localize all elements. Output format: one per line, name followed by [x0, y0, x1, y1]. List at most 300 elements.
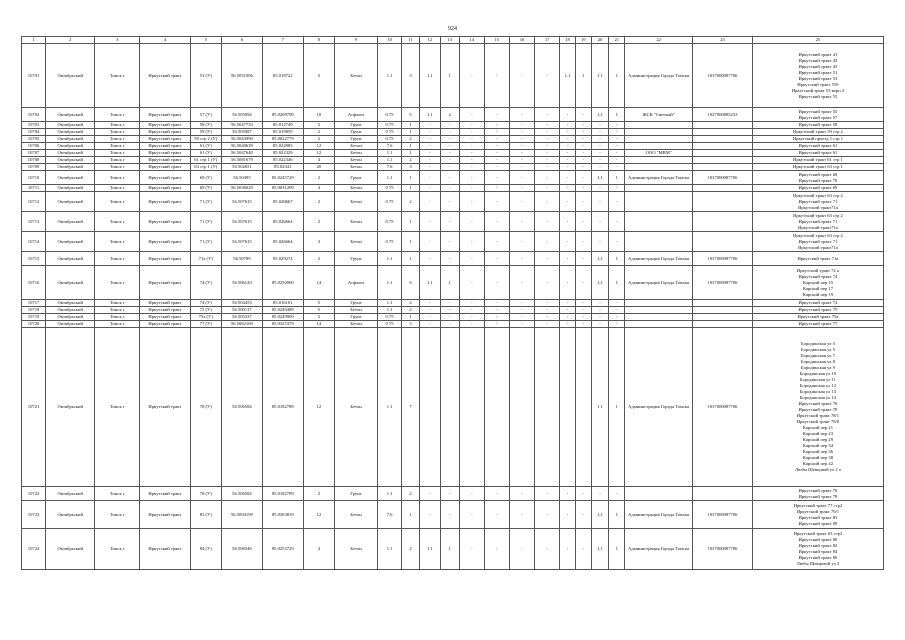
addresses-cell [752, 252, 883, 266]
table-cell: - [419, 185, 440, 192]
table-cell: - [509, 136, 534, 143]
table-cell: 0.75 [378, 314, 402, 321]
table-cell: Асфальт [335, 108, 378, 122]
table-cell: 58 (У) [190, 122, 221, 129]
table-cell: - [535, 122, 560, 129]
table-cell: - [560, 252, 576, 266]
table-cell: Томск г [95, 122, 140, 129]
table-cell: Иркутский тракт [140, 108, 190, 122]
table-cell: - [560, 157, 576, 164]
table-cell: 85.0250000 [262, 266, 303, 300]
table-cell: 1037000087706 [693, 266, 753, 300]
addresses-cell [752, 171, 883, 185]
address-line: Иркутский тракт 71 [798, 218, 838, 224]
table-cell: 85.0325379 [262, 321, 303, 328]
table-cell: 1.1 [591, 171, 609, 185]
table-cell: - [459, 266, 484, 300]
address-line: Иркутский тракт 77 стр2 [793, 502, 843, 508]
table-cell: 2 [402, 487, 420, 501]
table-cell: 56.5047733 [222, 122, 263, 129]
owner-cell [625, 129, 693, 136]
table-cell: 85.022346 [262, 157, 303, 164]
table-cell: - [419, 501, 440, 529]
table-cell: Томск г [95, 300, 140, 307]
table-cell: - [575, 143, 591, 150]
header-cell: 9 [335, 37, 378, 44]
table-cell: 85.018722 [262, 44, 303, 108]
table-cell: Грунт [335, 171, 378, 185]
address-line: Иркутский тракт 43 [798, 57, 838, 63]
address-line: Иркутский тракт 71 [798, 198, 838, 204]
table-cell: Иркутский тракт [140, 487, 190, 501]
table-cell: 61 стр 1 (У) [190, 157, 221, 164]
table-cell: 0.75 [378, 136, 402, 143]
table-cell: - [419, 487, 440, 501]
address-line: Иркутский тракт 51 [798, 69, 838, 75]
table-cell: Грунт [335, 136, 378, 143]
table-cell [693, 122, 753, 129]
table-cell [693, 321, 753, 328]
table-cell: - [484, 150, 509, 157]
table-cell: 85.019859 [262, 129, 303, 136]
table-cell: - [459, 192, 484, 212]
table-cell [693, 143, 753, 150]
table-cell: 56.507615 [222, 232, 263, 252]
table-cell: - [484, 136, 509, 143]
address-line: Карский пер 17 [802, 285, 834, 291]
table-cell: 1.1 [591, 328, 609, 487]
address-line: Иркутский тракт 77 [798, 321, 838, 326]
table-row [22, 321, 884, 328]
table-cell: 59 стр 2 (У) [190, 136, 221, 143]
table-cell: Томск г [95, 501, 140, 529]
address-line: Карский пер 15 [802, 279, 834, 285]
table-cell: - [419, 212, 440, 232]
table-cell: 57 (У) [190, 108, 221, 122]
table-cell: 5 [303, 307, 334, 314]
table-cell: - [591, 129, 609, 136]
header-cell: 6 [222, 37, 263, 44]
table-cell: - [609, 307, 625, 314]
table-cell: - [440, 164, 459, 171]
owner-cell [625, 122, 693, 129]
table-cell: Октябрьский [46, 487, 95, 501]
table-cell: - [575, 266, 591, 300]
table-cell: 7 [402, 328, 420, 487]
addresses-cell [752, 321, 883, 328]
table-row [22, 122, 884, 129]
address-line: Иркутский тракт 63 стр 2 [793, 212, 843, 218]
address-line: Иркутский тракт 55 [798, 108, 838, 114]
address-line: Иркутский тракт 74 [798, 273, 838, 279]
table-cell: 85.0253729 [262, 529, 303, 570]
address-line: Карский пер 42 [802, 461, 834, 466]
table-cell: Октябрьский [46, 252, 95, 266]
table-cell: 1 [440, 266, 459, 300]
table-cell: 1.1 [378, 487, 402, 501]
table-cell: - [535, 232, 560, 252]
table-cell: 4 [303, 157, 334, 164]
table-cell: 1.1 [378, 44, 402, 108]
table-cell: - [419, 192, 440, 212]
table-cell: - [535, 129, 560, 136]
address-line: Иркутский тракт71а [798, 224, 838, 230]
table-cell: 1.1 [378, 252, 402, 266]
table-cell: Грунт [335, 300, 378, 307]
table-cell: - [459, 164, 484, 171]
table-cell: Иркутский тракт [140, 171, 190, 185]
table-cell: - [609, 314, 625, 321]
table-cell: - [509, 129, 534, 136]
table-cell: 1037000087706 [693, 529, 753, 570]
address-line: Бородинская ул 10 [799, 371, 837, 376]
table-cell: 74 (У) [190, 266, 221, 300]
table-cell: - [440, 185, 459, 192]
table-cell: - [459, 171, 484, 185]
table-cell: 69 (У) [190, 171, 221, 185]
table-cell: Иркутский тракт [140, 501, 190, 529]
table-cell: - [609, 212, 625, 232]
address-line: Иркутский тракт 53 [798, 75, 838, 81]
table-cell: - [535, 171, 560, 185]
table-cell: 85.012749 [262, 122, 303, 129]
address-line: Бородинская ул 9 [800, 365, 835, 370]
table-cell: - [535, 136, 560, 143]
table-cell: - [591, 150, 609, 157]
table-cell: - [575, 171, 591, 185]
addresses-cell [752, 529, 883, 570]
addresses-cell [752, 164, 883, 171]
table-cell: - [609, 150, 625, 157]
owner-cell: Администрация Города Томска [625, 328, 693, 487]
table-cell: Иркутский тракт [140, 150, 190, 157]
owner-cell: Администрация Города Томска [625, 44, 693, 108]
table-cell: 85.0249909 [262, 314, 303, 321]
table-cell: 78 (У) [190, 328, 221, 487]
table-cell: - [560, 164, 576, 171]
table-cell: - [440, 300, 459, 307]
header-cell: 15 [484, 37, 509, 44]
addresses-cell [752, 136, 883, 143]
table-cell [693, 129, 753, 136]
table-cell: 14 [303, 266, 334, 300]
owner-cell: ЖСК "Светлый" [625, 108, 693, 122]
table-cell: Иркутский тракт [140, 212, 190, 232]
table-cell: Бетон [335, 44, 378, 108]
table-cell: Грунт [335, 252, 378, 266]
table-cell: - [509, 171, 534, 185]
table-cell: - [591, 314, 609, 321]
row-id-cell: 10703 [22, 122, 46, 129]
table-cell: - [440, 212, 459, 232]
table-cell: - [459, 122, 484, 129]
table-cell: 71а (У) [190, 252, 221, 266]
header-cell: 13 [440, 37, 459, 44]
table-cell: - [591, 307, 609, 314]
table-cell: 1 [402, 501, 420, 529]
table-row [22, 328, 884, 487]
table-cell: 59 (У) [190, 129, 221, 136]
table-cell: 85.0363819 [262, 501, 303, 529]
owner-cell [625, 232, 693, 252]
row-id-cell: 10714 [22, 232, 46, 252]
table-cell: - [459, 487, 484, 501]
table-cell: 1.1 [378, 157, 402, 164]
table-cell: 1 [609, 108, 625, 122]
table-cell: 56.5062169 [222, 321, 263, 328]
table-cell: 1 [402, 185, 420, 192]
table-row [22, 232, 884, 252]
table-cell: 85.026664 [262, 212, 303, 232]
table-row [22, 171, 884, 185]
table-cell: 1.1 [419, 108, 440, 122]
table-cell [693, 136, 753, 143]
addresses-cell [752, 185, 883, 192]
table-cell: 75а (У) [190, 314, 221, 321]
table-cell: Бетон [335, 143, 378, 150]
table-cell: 56.506584 [222, 328, 263, 487]
address-line: Иркутский тракт 63 стр2 [793, 531, 843, 536]
table-cell: - [509, 185, 534, 192]
addresses-cell [752, 314, 883, 321]
table-cell: Октябрьский [46, 307, 95, 314]
row-id-cell: 10702 [22, 108, 46, 122]
owner-cell [625, 143, 693, 150]
table-cell: 85.026664 [262, 232, 303, 252]
table-row [22, 501, 884, 529]
table-cell: Бетон [335, 150, 378, 157]
table-cell: - [575, 108, 591, 122]
table-cell: - [440, 150, 459, 157]
table-row [22, 164, 884, 171]
address-line: Иркутский тракт 89 [798, 520, 838, 526]
address-line: Иркутский тракт 69 [798, 185, 838, 190]
addresses-cell [752, 122, 883, 129]
table-row [22, 307, 884, 314]
table-cell: 0.75 [378, 122, 402, 129]
table-cell: - [459, 501, 484, 529]
table-cell [560, 328, 576, 487]
table-cell: Октябрьский [46, 157, 95, 164]
table-cell: 63 стр 1 (У) [190, 164, 221, 171]
table-cell: - [419, 321, 440, 328]
table-cell: 2 [303, 129, 334, 136]
table-cell: - [484, 171, 509, 185]
table-cell: 77 (У) [190, 321, 221, 328]
owner-cell [625, 307, 693, 314]
table-cell: Томск г [95, 143, 140, 150]
table-cell: 69 (У) [190, 185, 221, 192]
table-cell: 3 [303, 232, 334, 252]
table-cell: - [535, 307, 560, 314]
table-cell: - [419, 171, 440, 185]
table-cell: Октябрьский [46, 321, 95, 328]
row-id-cell: 10701 [22, 44, 46, 108]
table-cell: - [575, 122, 591, 129]
table-cell: Иркутский тракт [140, 164, 190, 171]
address-line: Карский пер 34 [802, 443, 834, 448]
table-cell: - [440, 252, 459, 266]
owner-cell [625, 185, 693, 192]
table-cell: 0.75 [378, 212, 402, 232]
addresses-cell [752, 232, 883, 252]
table-cell: 1.1 [378, 529, 402, 570]
table-cell: - [459, 232, 484, 252]
table-cell: 1.1 [419, 44, 440, 108]
table-cell: - [419, 150, 440, 157]
table-cell: - [575, 300, 591, 307]
table-cell: - [591, 487, 609, 501]
table-cell: - [535, 212, 560, 232]
table-cell: - [575, 321, 591, 328]
table-cell: 1.1 [378, 266, 402, 300]
table-cell: - [459, 185, 484, 192]
table-row [22, 212, 884, 232]
table-cell: - [419, 122, 440, 129]
table-cell: 1.1 [591, 108, 609, 122]
address-line: Иркутский тракт 61 стр 1 [793, 157, 843, 162]
table-cell: - [560, 192, 576, 212]
table-cell: - [575, 487, 591, 501]
table-cell: Томск г [95, 328, 140, 487]
table-cell: - [609, 185, 625, 192]
table-row [22, 487, 884, 501]
table-cell: Бетон [335, 212, 378, 232]
address-line: Иркутский тракт 58 [798, 122, 838, 127]
table-cell: - [560, 314, 576, 321]
row-id-cell: 10708 [22, 157, 46, 164]
table-cell: - [575, 192, 591, 212]
table-cell: 0.75 [378, 108, 402, 122]
table-cell: Октябрьский [46, 171, 95, 185]
table-cell: - [560, 171, 576, 185]
table-cell: Октябрьский [46, 501, 95, 529]
address-line: Иркутский тракт 63 стр 2 [793, 192, 843, 198]
header-cell: 21 [609, 37, 625, 44]
table-cell: Томск г [95, 321, 140, 328]
table-cell: Иркутский тракт [140, 192, 190, 212]
owner-cell [625, 212, 693, 232]
table-cell [693, 314, 753, 321]
table-cell: 85.0182789 [262, 328, 303, 487]
table-cell: 56.507615 [222, 212, 263, 232]
address-line: Бородинская ул 7 [800, 353, 835, 358]
table-cell: Бетон [335, 192, 378, 212]
table-cell: - [535, 108, 560, 122]
table-cell: - [484, 164, 509, 171]
header-cell: 7 [262, 37, 303, 44]
table-cell: - [535, 300, 560, 307]
table-cell: 1 [402, 314, 420, 321]
table-cell: 5 [303, 44, 334, 108]
table-cell: - [459, 143, 484, 150]
table-cell: - [440, 143, 459, 150]
owner-cell: Администрация Города Томска [625, 529, 693, 570]
table-cell: - [509, 300, 534, 307]
header-cell: 23 [693, 37, 753, 44]
table-cell: 2 [303, 212, 334, 232]
table-cell: - [459, 44, 484, 108]
address-line: Иркутский тракт71а [798, 204, 838, 210]
table-cell [693, 487, 753, 501]
table-cell: - [440, 122, 459, 129]
table-cell: - [484, 307, 509, 314]
table-cell: - [459, 129, 484, 136]
table-cell: - [560, 529, 576, 570]
table-cell: - [575, 157, 591, 164]
table-cell: Бетон [335, 307, 378, 314]
table-cell: 7.6 [378, 143, 402, 150]
table-cell: Томск г [95, 192, 140, 212]
table-cell: Бетон [335, 501, 378, 529]
table-cell [693, 300, 753, 307]
address-line: Иркутский тракт 71 [798, 238, 838, 244]
addresses-cell [752, 150, 883, 157]
table-cell: 2 [303, 136, 334, 143]
table-cell: - [440, 487, 459, 501]
table-cell: 71 (У) [190, 192, 221, 212]
table-cell: - [419, 157, 440, 164]
table-cell: - [509, 164, 534, 171]
table-cell: - [560, 212, 576, 232]
table-cell [693, 192, 753, 212]
table-cell [693, 185, 753, 192]
table-cell: 56.506584 [222, 487, 263, 501]
table-cell: 1 [609, 328, 625, 487]
header-cell: 12 [419, 37, 440, 44]
header-cell: 10 [378, 37, 402, 44]
table-cell: Бетон [335, 328, 378, 487]
table-cell: Бетон [335, 232, 378, 252]
row-id-cell: 10722 [22, 487, 46, 501]
table-cell: 85.029274 [262, 252, 303, 266]
table-cell: Томск г [95, 232, 140, 252]
address-line: Иркутский тракт 70 [798, 177, 838, 183]
table-cell: Томск г [95, 307, 140, 314]
table-cell: Октябрьский [46, 328, 95, 487]
table-cell: Томск г [95, 185, 140, 192]
table-cell: 1.1 [378, 171, 402, 185]
table-cell: 1 [575, 44, 591, 108]
table-cell: 71 (У) [190, 212, 221, 232]
table-cell: 1 [609, 529, 625, 570]
table-cell: Томск г [95, 212, 140, 232]
table-cell: - [484, 108, 509, 122]
address-line: Иркутский тракт 45 [798, 63, 838, 69]
table-cell [693, 157, 753, 164]
owner-cell: Администрация Города Томска [625, 171, 693, 185]
table-cell: Томск г [95, 136, 140, 143]
table-cell: 1 [402, 212, 420, 232]
table-cell: - [459, 314, 484, 321]
row-id-cell: 10711 [22, 185, 46, 192]
table-cell: Октябрьский [46, 212, 95, 232]
address-line: Иркутский тракт 68 [798, 171, 838, 177]
table-cell: Октябрьский [46, 164, 95, 171]
table-cell: 56.5081679 [222, 157, 263, 164]
table-cell: - [440, 314, 459, 321]
owner-cell [625, 164, 693, 171]
header-cell: 19 [575, 37, 591, 44]
row-id-cell: 10723 [22, 501, 46, 529]
address-line: Иркутский тракт 63 стр 2 [793, 232, 843, 238]
table-cell: 2 [303, 487, 334, 501]
table-row [22, 143, 884, 150]
address-line: Любы Шевцовой ул 2 а [795, 467, 841, 472]
table-cell: - [440, 232, 459, 252]
table-cell: - [419, 164, 440, 171]
table-cell: Иркутский тракт [140, 252, 190, 266]
